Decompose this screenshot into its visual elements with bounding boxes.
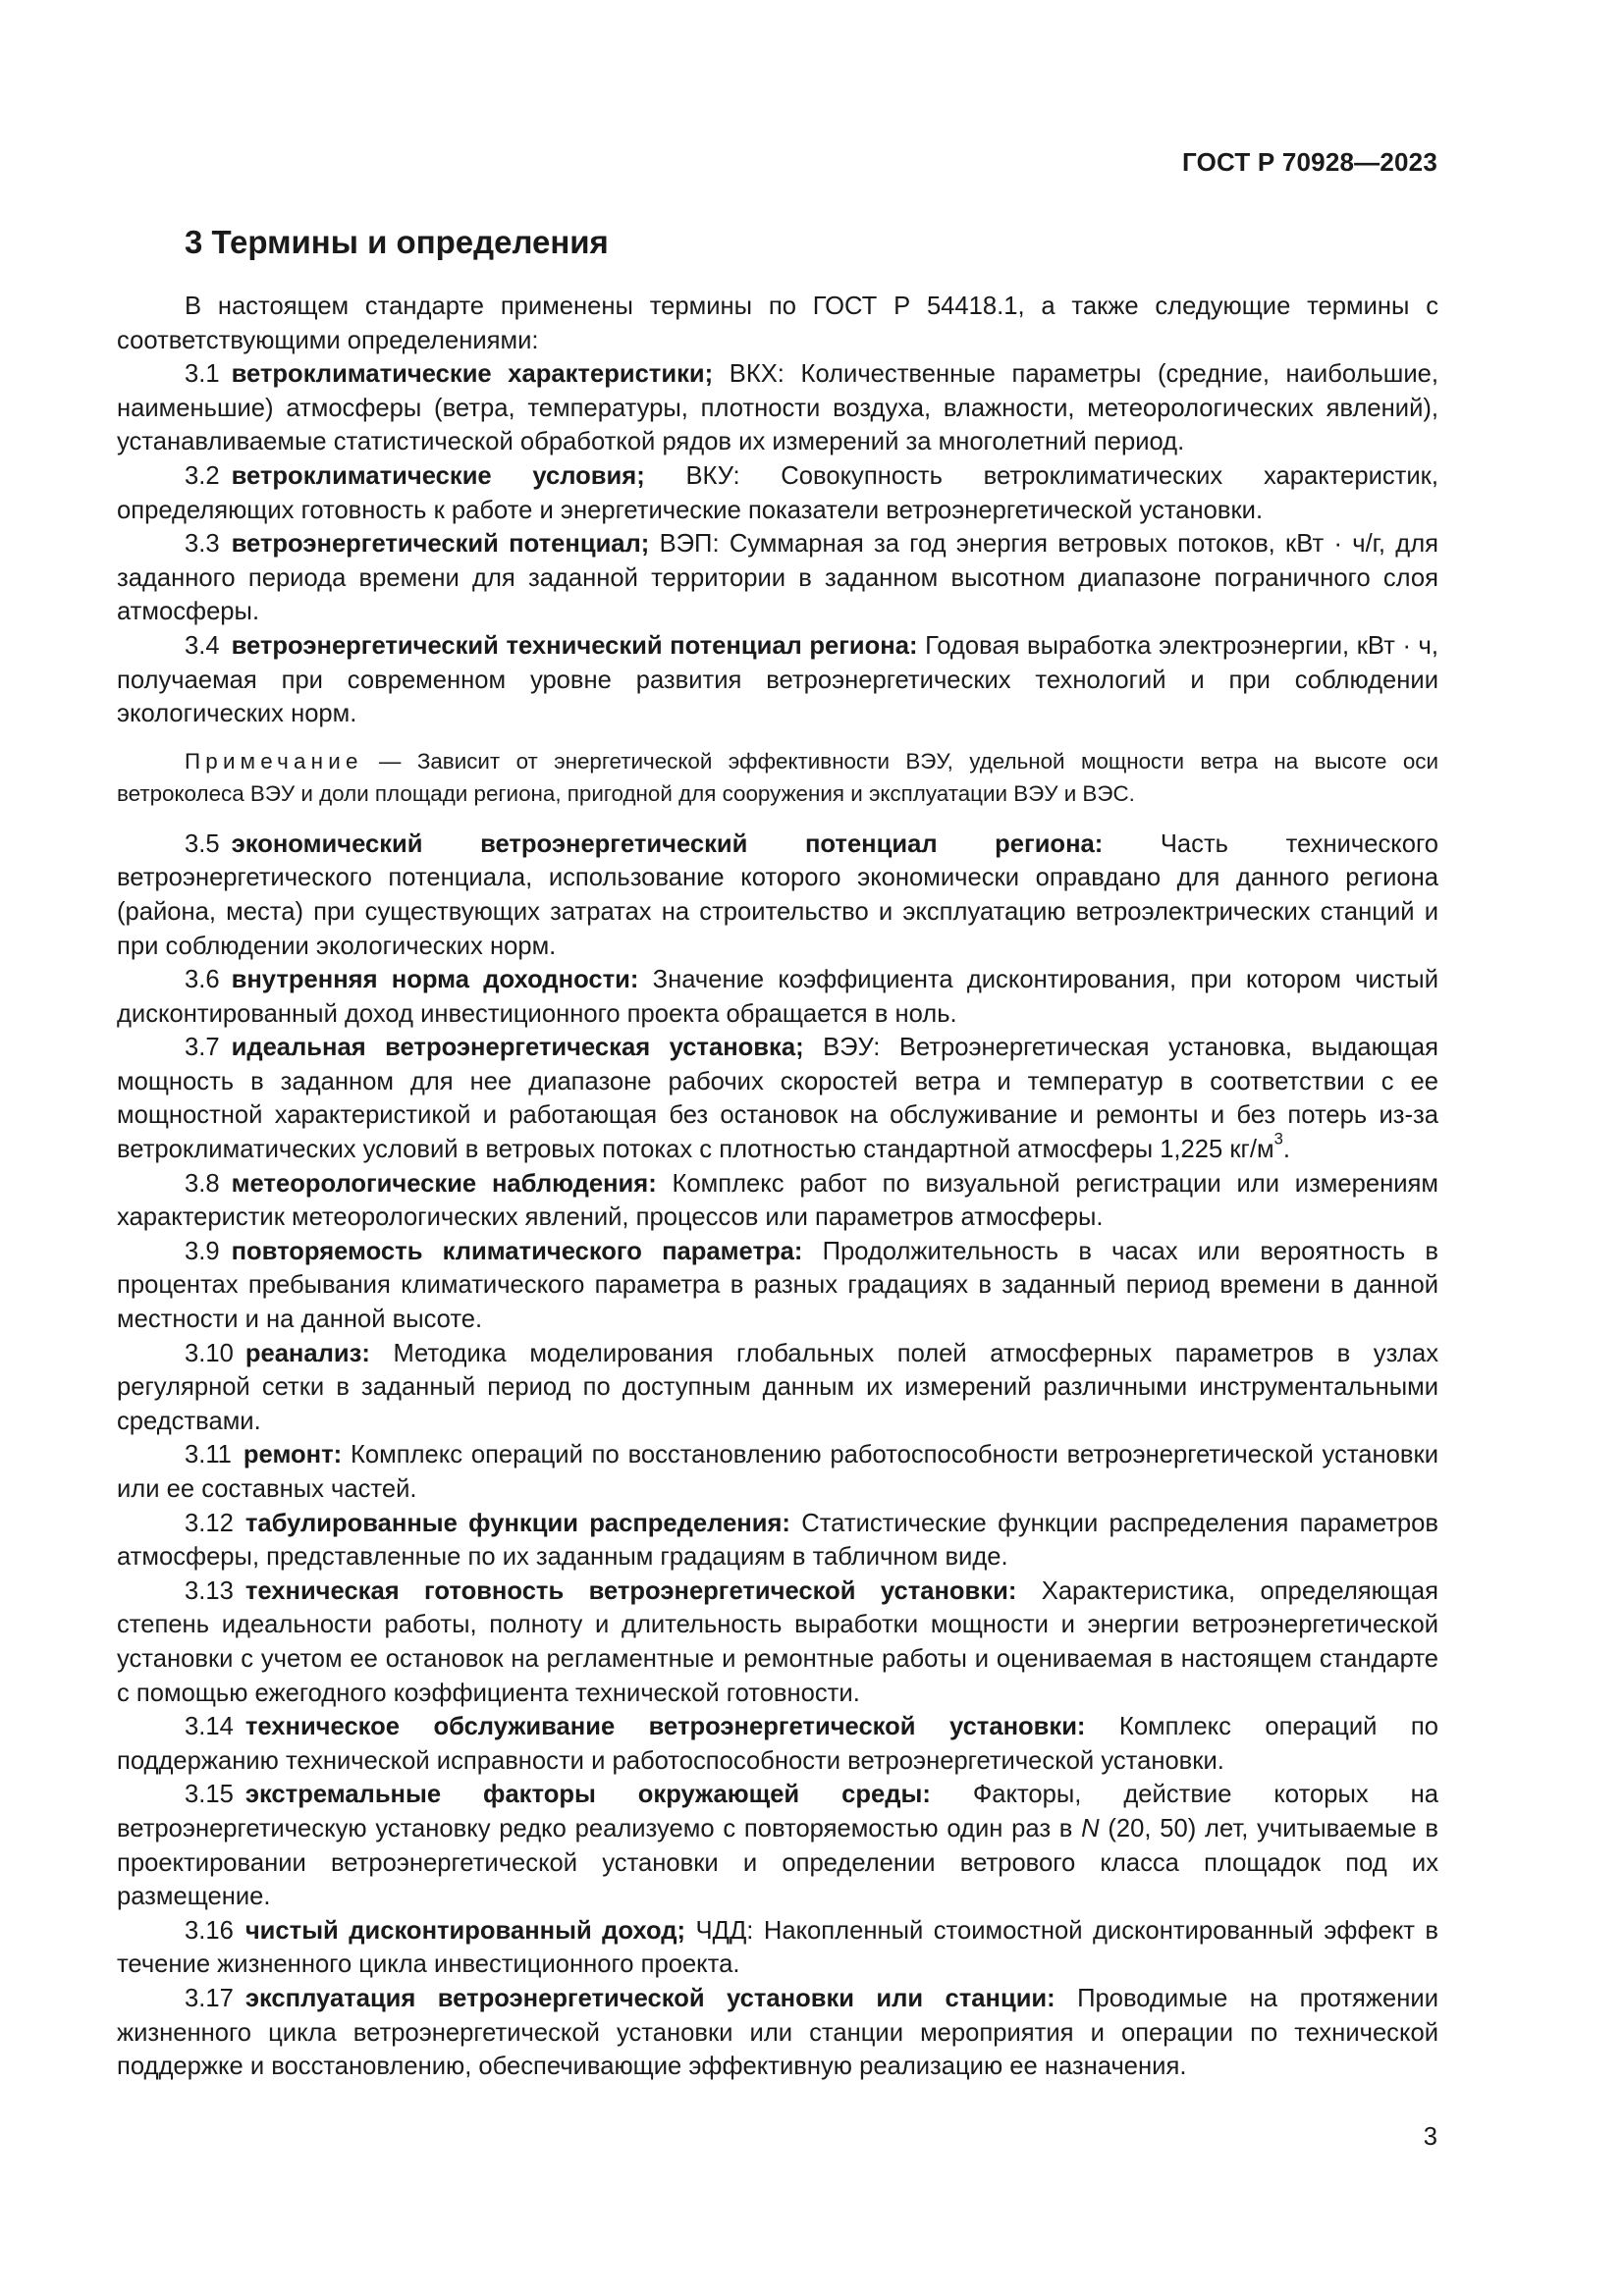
standard-number: ГОСТ Р 70928—2023	[1182, 147, 1437, 177]
term-text: ВКХ: Количественные параметры (средние, наибольшие, наименьшие) атмосферы (ветра, температуры, плотности воздуха, влажности, метеорологических явлений), устанавливаемые статистической обработкой рядов их измерений за многолетний период.	[117, 360, 1438, 456]
term-definition	[117, 1507, 1438, 1575]
term-name: внутренняя норма доходности:	[231, 966, 639, 994]
term-definition	[117, 1235, 1438, 1337]
term-number: 3.16	[185, 1916, 234, 1945]
term-text: Методика моделирования глобальных полей атмосферных параметров в узлах регулярной сетки в заданный период по доступным данным их измерений различными инструментальными средствами.	[117, 1339, 1438, 1435]
term-text: Комплекс операций по восстановлению работоспособности ветроэнергетической установки или ее составных частей.	[117, 1441, 1438, 1503]
term-definition	[117, 1031, 1438, 1166]
term-definition	[117, 527, 1438, 629]
term-definition	[117, 828, 1438, 963]
section-intro: В настоящем стандарте применены термины по ГОСТ Р 54418.1, а также следующие термины с соответствующими определениями:	[117, 293, 1438, 354]
term-text: Продолжительность в часах или вероятность в процентах пребывания климатического параметра в разных градациях в заданный период времени в данной местности и на данной высоте.	[117, 1237, 1438, 1334]
term-definition	[117, 357, 1438, 459]
term-definition	[117, 1575, 1438, 1710]
term-text: Статистические функции распределения параметров атмосферы, представленные по их заданным градациям в табличном виде.	[117, 1509, 1438, 1572]
term-definition	[117, 1337, 1438, 1439]
term-text-end: .	[1282, 1136, 1290, 1164]
term-name: повторяемость климатического параметра:	[231, 1237, 803, 1265]
term-definition	[117, 1710, 1438, 1778]
term-definition	[117, 1982, 1438, 2084]
term-number: 3.14	[185, 1713, 234, 1741]
term-definition	[117, 1167, 1438, 1235]
term-number: 3.1	[185, 360, 220, 389]
term-number: 3.7	[185, 1034, 220, 1062]
term-name: реанализ:	[244, 1339, 370, 1367]
term-name: ветроклиматические характеристики;	[231, 360, 714, 389]
term-text: ВКУ: Совокупность ветроклиматических характеристик, определяющих готовность к работе и энергетические показатели ветроэнергетической установки.	[117, 461, 1438, 524]
term-definition	[117, 1778, 1438, 1913]
term-text: Часть технического ветроэнергетического потенциала, использование которого экономически оправдано для данного региона (района, места) при существующих затратах на строительство и эксплуатацию ветроэлектрических станций и при соблюдении экологических норм.	[117, 829, 1439, 960]
term-text: Факторы, действие которых на ветроэнергетическую установку редко реализуемо с повторяемостью один раз в	[117, 1781, 1438, 1842]
term-definition	[117, 1438, 1438, 1506]
section-body	[117, 290, 1438, 2084]
term-number: 3.2	[185, 461, 220, 490]
term-text: Характеристика, определяющая степень идеальности работы, полноту и длительность выработки мощности и энергии ветроэнергетической установки с учетом ее остановок на регламентные и ремонтные работы и оцениваемая в настоящем стандарте с помощью ежегодного коэффициента технической готовности.	[117, 1576, 1438, 1707]
term-name: ветроэнергетический потенциал;	[231, 530, 650, 559]
note-label: Примечание	[185, 748, 363, 774]
term-name: экономический ветроэнергетический потенциал региона:	[231, 829, 1104, 858]
term-name: экстремальные факторы окружающей среды:	[244, 1781, 931, 1809]
term-name: ремонт:	[243, 1441, 343, 1469]
term-number: 3.15	[185, 1781, 234, 1809]
term-name: метеорологические наблюдения:	[231, 1169, 657, 1198]
term-number: 3.5	[185, 829, 220, 858]
term-name: техническое обслуживание ветроэнергетической установки:	[244, 1713, 1086, 1741]
superscript: 3	[1273, 1129, 1283, 1148]
term-text: ВЭП: Суммарная за год энергия ветровых потоков, кВт · ч/г, для заданного периода времени для заданной территории в заданном высотном диапазоне пограничного слоя атмосферы.	[117, 530, 1438, 626]
term-number: 3.9	[185, 1237, 220, 1265]
term-text: Комплекс работ по визуальной регистрации или измерениям характеристик метеорологических явлений, процессов или параметров атмосферы.	[117, 1169, 1438, 1232]
term-number: 3.8	[185, 1169, 220, 1198]
term-number: 3.13	[185, 1576, 234, 1605]
term-text: Годовая выработка электроэнергии, кВт · ч, получаемая при современном уровне развития ветроэнергетических технологий и при соблюдении экологических норм.	[117, 631, 1438, 728]
term-definition	[117, 1914, 1438, 1982]
section-title: 3 Термины и определения	[185, 224, 609, 260]
term-text: Проводимые на протяжении жизненного цикла ветроэнергетической установки или станции мероприятия и операции по технической поддержке и восстановлению, обеспечивающие эффективную реализацию ее назначения.	[117, 1984, 1438, 2081]
term-number: 3.3	[185, 530, 220, 559]
term-name: техническая готовность ветроэнергетической установки:	[244, 1576, 1017, 1605]
term-text-end: (20, 50) лет, учитываемые в проектировании ветроэнергетической установки и определении ветрового класса площадок под их размещение.	[117, 1814, 1438, 1911]
note	[117, 745, 1438, 810]
term-name: чистый дисконтированный доход;	[244, 1916, 686, 1945]
term-name: эксплуатация ветроэнергетической установки или станции:	[244, 1984, 1056, 2012]
term-number: 3.17	[185, 1984, 234, 2012]
italic-variable: N	[1081, 1814, 1100, 1842]
term-definition	[117, 963, 1438, 1031]
term-text: Комплекс операций по поддержанию технической исправности и работоспособности ветроэнергетической установки.	[117, 1713, 1438, 1775]
term-number: 3.4	[185, 631, 220, 660]
term-name: идеальная ветроэнергетическая установка;	[231, 1034, 804, 1062]
term-definition	[117, 629, 1438, 731]
term-number: 3.12	[185, 1509, 234, 1537]
term-number: 3.10	[185, 1339, 234, 1367]
term-text: Значение коэффициента дисконтирования, при котором чистый дисконтированный доход инвестиционного проекта обращается в ноль.	[117, 966, 1439, 1028]
term-text: ЧДД: Накопленный стоимостной дисконтированный эффект в течение жизненного цикла инвестиционного проекта.	[117, 1916, 1439, 1979]
term-number: 3.11	[185, 1441, 232, 1469]
term-text: ВЭУ: Ветроэнергетическая установка, выдающая мощность в заданном для нее диапазоне рабочих скоростей ветра и температур в соответствии с ее мощностной характеристикой и работающая без остановок на обслуживание и ремонты и без потерь из-за ветроклиматических условий в ветровых потоках с плотностью стандартной атмосферы 1,225 кг/м	[117, 1034, 1439, 1164]
term-name: ветроклиматические условия;	[231, 461, 645, 490]
term-name: табулированные функции распределения:	[244, 1509, 790, 1537]
page-number: 3	[1423, 2123, 1437, 2151]
term-name: ветроэнергетический технический потенциал региона:	[231, 631, 918, 660]
term-number: 3.6	[185, 966, 220, 994]
term-definition	[117, 459, 1438, 527]
note-text: — Зависит от энергетической эффективности ВЭУ, удельной мощности ветра на высоте оси ветроколеса ВЭУ и доли площади региона, пригодной для сооружения и эксплуатации ВЭУ и ВЭС.	[117, 748, 1438, 806]
